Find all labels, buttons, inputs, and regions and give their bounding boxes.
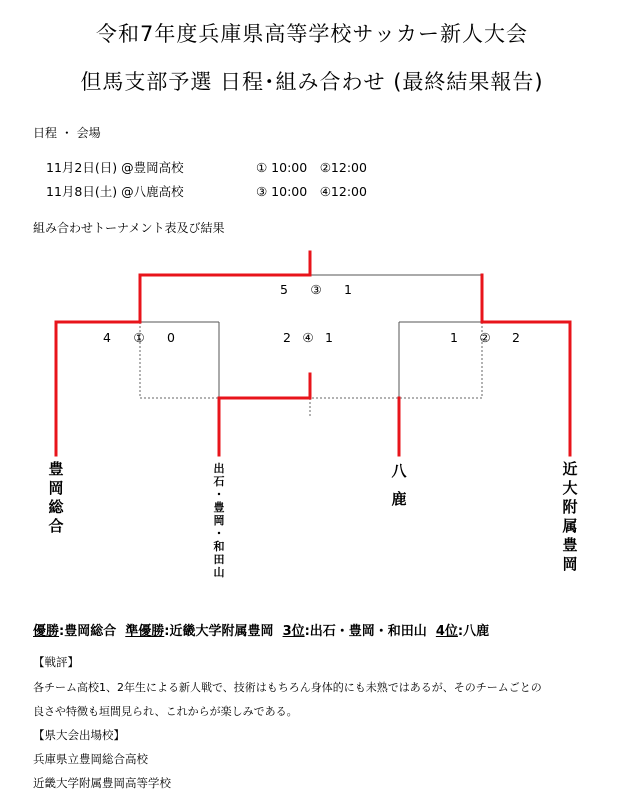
team-char: 石 [213, 475, 225, 488]
schedule-date-1: 11月2日(日) @豊岡高校 [46, 160, 184, 175]
page-title: 令和7年度兵庫県高等学校サッカー新人大会 [96, 22, 528, 46]
match1-right-score: 0 [167, 330, 175, 345]
team-char: 出 [213, 462, 225, 475]
match2-left-score: 1 [450, 330, 458, 345]
match4-right-score: 1 [325, 330, 333, 345]
team-char: 和 [213, 540, 225, 553]
schedule-heading: 日程 ・ 会場 [33, 126, 101, 140]
match1-left-score: 4 [103, 330, 111, 345]
team-char: ・ [213, 488, 225, 501]
team-char: 岡 [213, 514, 225, 527]
team-char: 豊 [562, 536, 578, 554]
fourth-label: 4位 [435, 624, 458, 639]
team-char: 大 [562, 479, 578, 497]
third-name: :出石・豊岡・和田山 [304, 624, 427, 639]
final-score [280, 282, 352, 297]
team-char: 近 [562, 460, 578, 478]
review-heading: 【戦評】 [33, 655, 79, 669]
bracket-heading: 組み合わせトーナメント表及び結果 [33, 221, 225, 235]
page-subtitle: 但馬支部予選 日程･組み合わせ (最終結果報告) [80, 70, 544, 94]
team-char: 属 [562, 517, 578, 535]
match1-number: ① [133, 330, 145, 345]
team-izushi-toyooka-wadayama [212, 462, 226, 579]
match1-score [103, 330, 175, 345]
final-left-score: 5 [280, 282, 288, 297]
team-char: 豊 [213, 501, 225, 514]
match4-number: ④ [302, 330, 314, 345]
qualifiers-heading: 【県大会出場校】 [33, 728, 125, 742]
team-kindai-toyooka [560, 460, 580, 574]
team-char: 鹿 [391, 490, 407, 508]
runner-up-name: :近畿大学附属豊岡 [164, 624, 274, 639]
team-char: 田 [213, 553, 225, 566]
fourth-name: :八鹿 [457, 624, 490, 639]
team-char: 豊 [48, 460, 64, 478]
runner-up-label: 準優勝 [125, 624, 165, 639]
team-char: 附 [562, 498, 578, 516]
team-char: 合 [48, 517, 64, 535]
team-toyooka-sogo [46, 460, 66, 536]
qualifier-school-1: 兵庫県立豊岡総合高校 [33, 752, 148, 766]
final-match-number: ③ [310, 282, 322, 297]
schedule-matches-1: ① 10:00 ②12:00 [256, 160, 367, 175]
schedule-date-2: 11月8日(土) @八鹿高校 [46, 184, 184, 199]
final-right-score: 1 [344, 282, 352, 297]
team-char: ・ [213, 527, 225, 540]
review-text-line-1: 各チーム高校1、2年生による新人戦で、技術はもちろん身体的にも未熟ではあるが、そのチームごとの [33, 681, 542, 694]
qualifier-school-2: 近畿大学附属豊岡高等学校 [33, 776, 171, 790]
team-char: 岡 [562, 555, 578, 573]
winner-label: 優勝 [33, 624, 60, 639]
team-char: 山 [213, 566, 225, 579]
team-char: 岡 [48, 479, 64, 497]
team-char: 総 [48, 498, 64, 516]
winner-name: :豊岡総合 [59, 624, 117, 639]
team-yoka [389, 460, 409, 510]
match2-right-score: 2 [512, 330, 520, 345]
match4-left-score: 2 [283, 330, 291, 345]
match2-number: ② [479, 330, 491, 345]
match4-score [283, 330, 333, 345]
team-char: 八 [391, 462, 407, 480]
third-label: 3位 [282, 624, 305, 639]
results-line [33, 620, 489, 639]
match2-score [450, 330, 520, 345]
review-text-line-2: 良さや特徴も垣間見られ、これからが楽しみである。 [33, 705, 298, 718]
schedule-matches-2: ③ 10:00 ④12:00 [256, 184, 367, 199]
